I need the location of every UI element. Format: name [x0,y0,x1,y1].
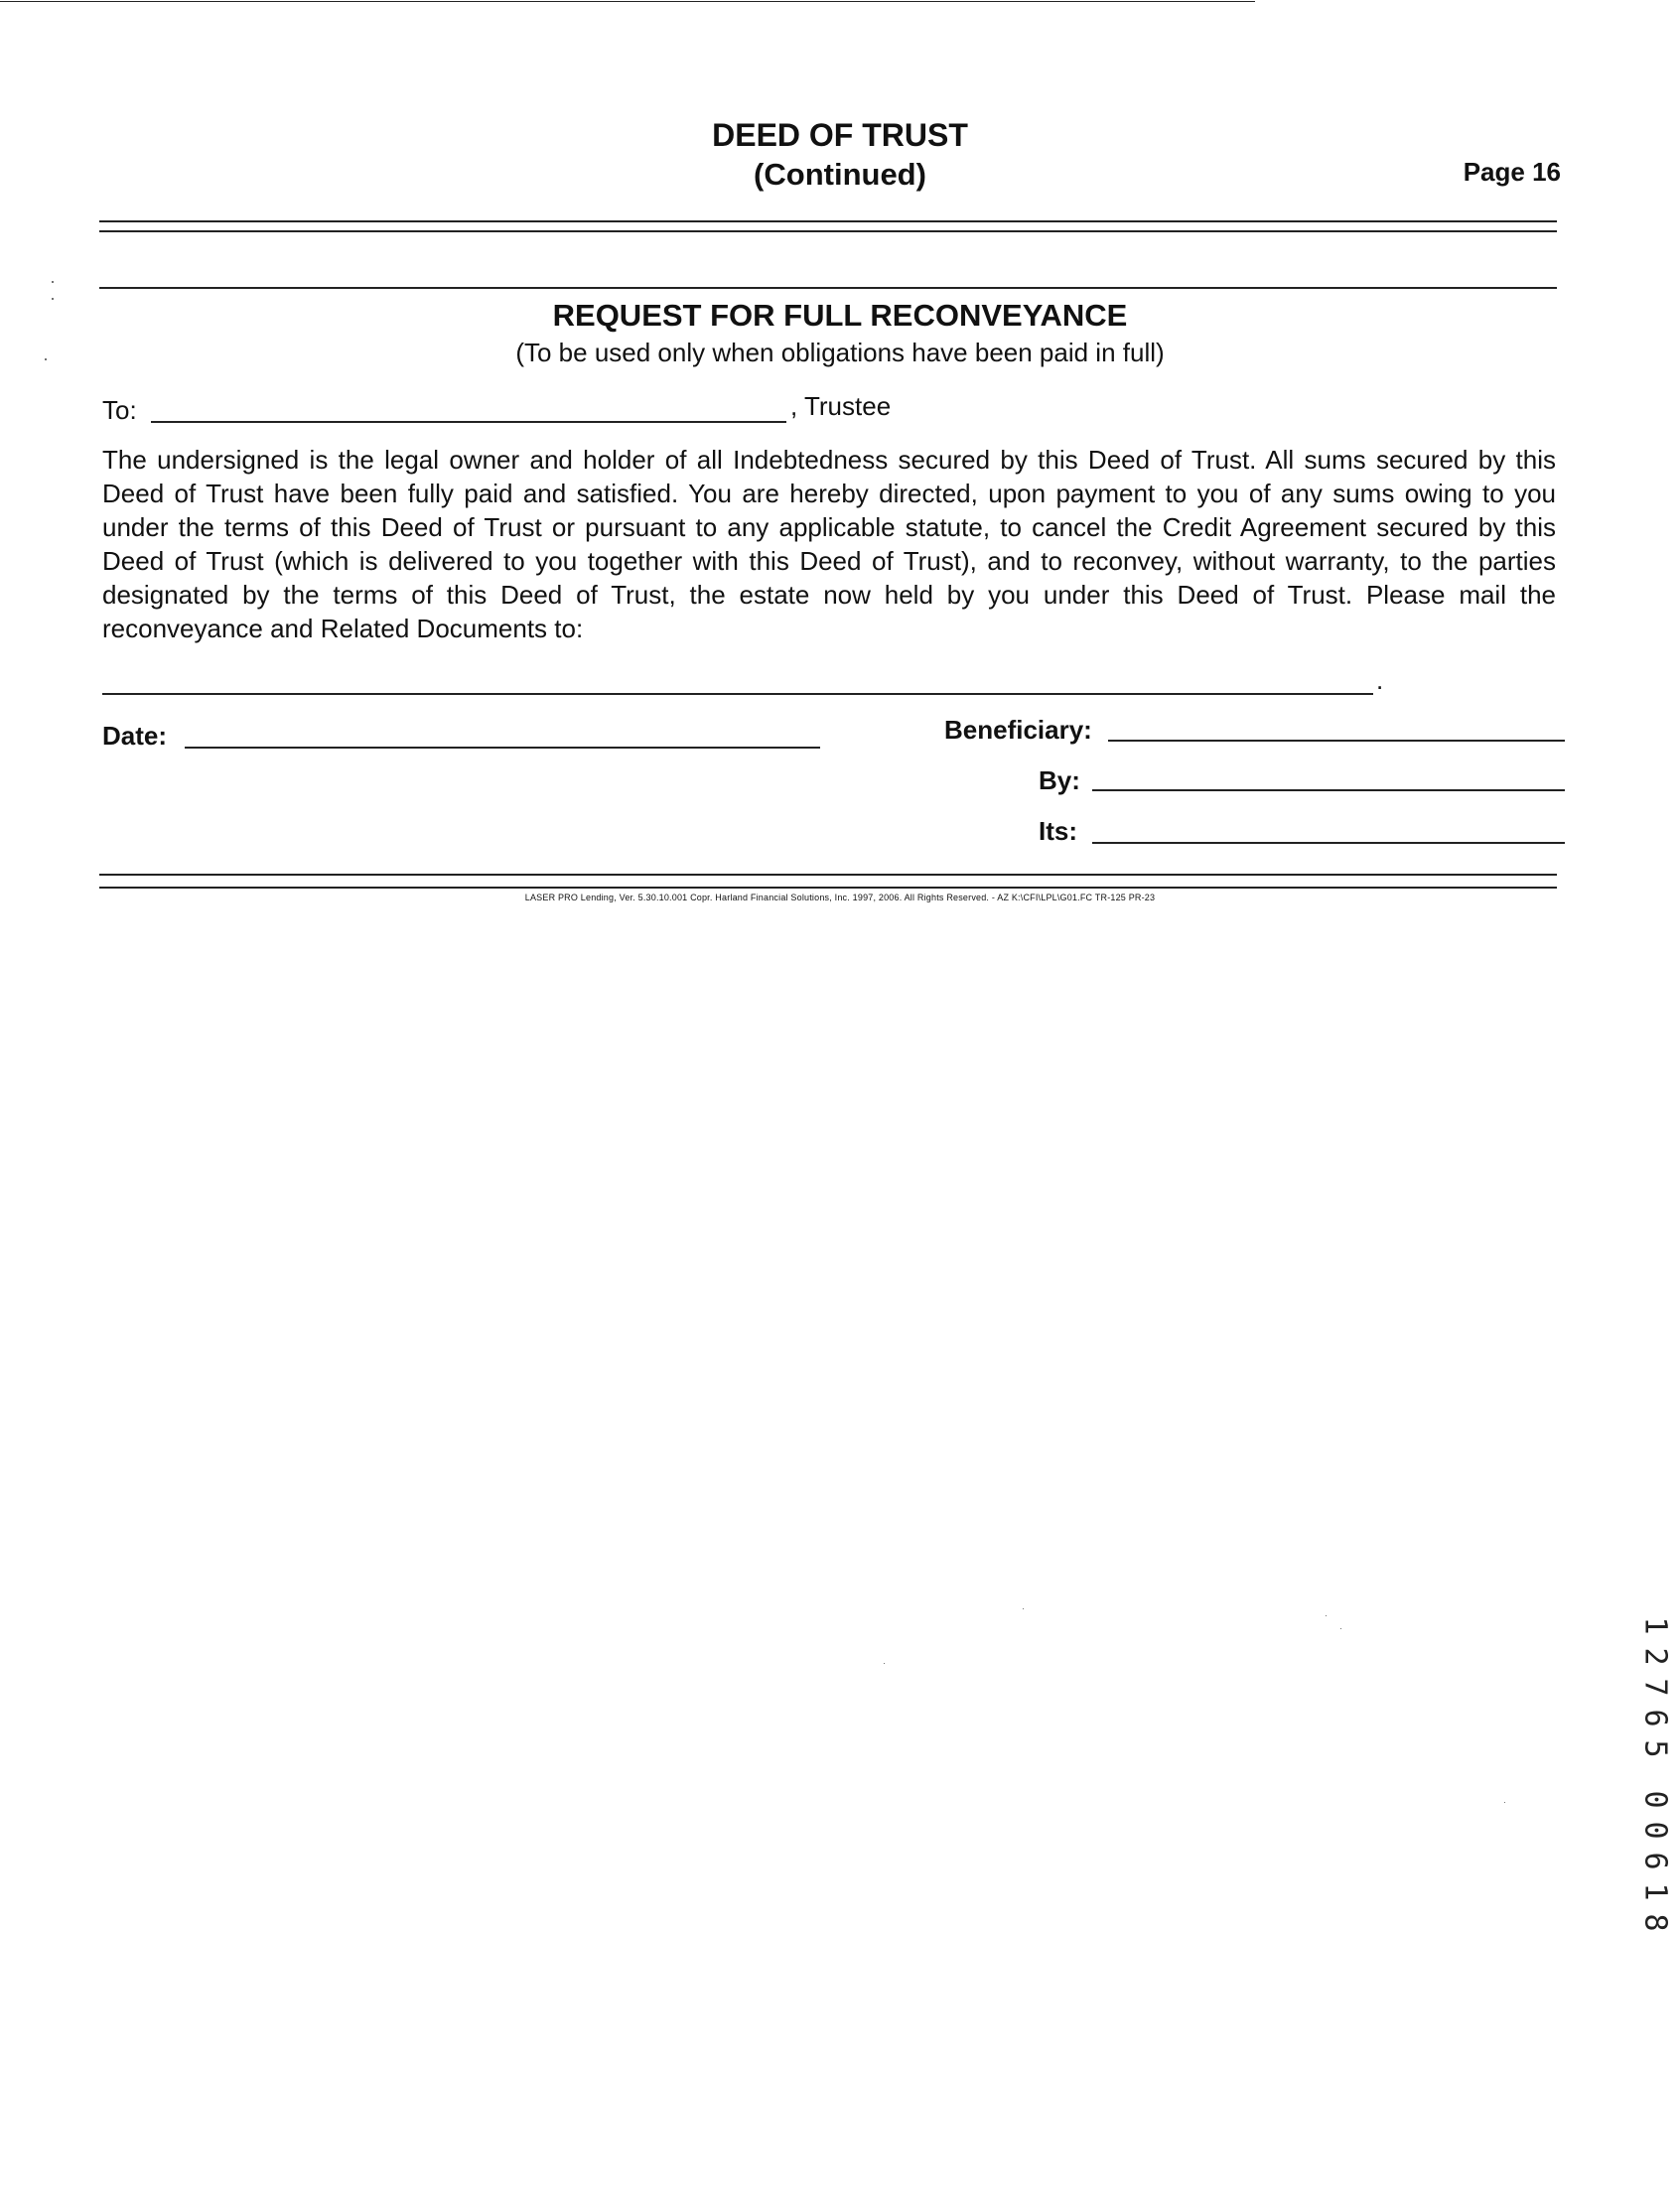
top-scan-line [0,1,1255,2]
document-subtitle: (Continued) [754,157,926,192]
stamp-digit: 8 [1637,1913,1673,1932]
stamp-digit: 5 [1637,1739,1673,1758]
page-number: Page 16 [1463,157,1561,187]
section-rule [99,287,1557,289]
mailing-address-field[interactable] [102,693,1373,695]
footer-copyright: LASER PRO Lending, Ver. 5.30.10.001 Copr. Harland Financial Solutions, Inc. 1997, 2006. All Rights Reserved. - AZ K:\CFI\LPL\G01.FC TR-125 PR-23 [524,893,1156,902]
stamp-digit: 1 [1637,1616,1673,1635]
beneficiary-label: Beneficiary: [944,715,1092,745]
date-field[interactable] [185,747,820,749]
document-title: DEED OF TRUST [712,117,968,153]
beneficiary-field[interactable] [1108,740,1565,742]
stamp-digit: 6 [1637,1852,1673,1870]
stamp-digit: 7 [1637,1678,1673,1697]
its-title-field[interactable] [1092,842,1565,844]
section-note: (To be used only when obligations have been paid in full) [515,338,1165,367]
header-rule-bottom [99,230,1557,232]
header-rule-top [99,220,1557,222]
scan-speck [52,281,54,283]
trustee-label: , Trustee [790,391,892,421]
footer-rule-top [99,874,1557,876]
stamp-digit: 2 [1637,1647,1673,1666]
document-stamp-number [1637,1610,1673,1938]
stamp-digit: 6 [1637,1709,1673,1727]
stamp-digit: 1 [1637,1882,1673,1901]
by-signature-field[interactable] [1092,789,1565,791]
scan-speck [1340,1628,1341,1629]
section-title: REQUEST FOR FULL RECONVEYANCE [552,298,1128,333]
to-label: To: [102,395,137,425]
trustee-name-field[interactable] [151,421,786,423]
stamp-digit: 0 [1637,1821,1673,1840]
stamp-part-2 [1637,1784,1673,1938]
mailing-line-period: . [1376,665,1384,695]
scan-speck [1326,1615,1327,1616]
scan-speck [884,1663,885,1664]
date-label: Date: [102,721,168,751]
footer-rule-bottom [99,887,1557,889]
scan-speck [1504,1802,1505,1803]
its-label: Its: [1039,816,1077,846]
scan-speck [1023,1608,1024,1609]
stamp-part-1 [1637,1610,1673,1764]
stamp-digit: 0 [1637,1790,1673,1809]
by-label: By: [1039,765,1080,795]
reconveyance-paragraph: The undersigned is the legal owner and holder of all Indebtedness secured by this Deed of Trust. All sums secured by this Deed of Trust have been fully paid and satisfied. You are hereby directed, upon payment to you of any sums owing to you under the terms of this Deed of Trust or pursuant to any applicable statute, to cancel the Credit Agreement secured by this Deed of Trust (which is delivered to you together with this Deed of Trust), and to reconvey, without warranty, to the parties designated by the terms of this Deed of Trust, the estate now held by you under this Deed of Trust. Please mail the reconveyance and Related Documents to: [102,445,1556,643]
